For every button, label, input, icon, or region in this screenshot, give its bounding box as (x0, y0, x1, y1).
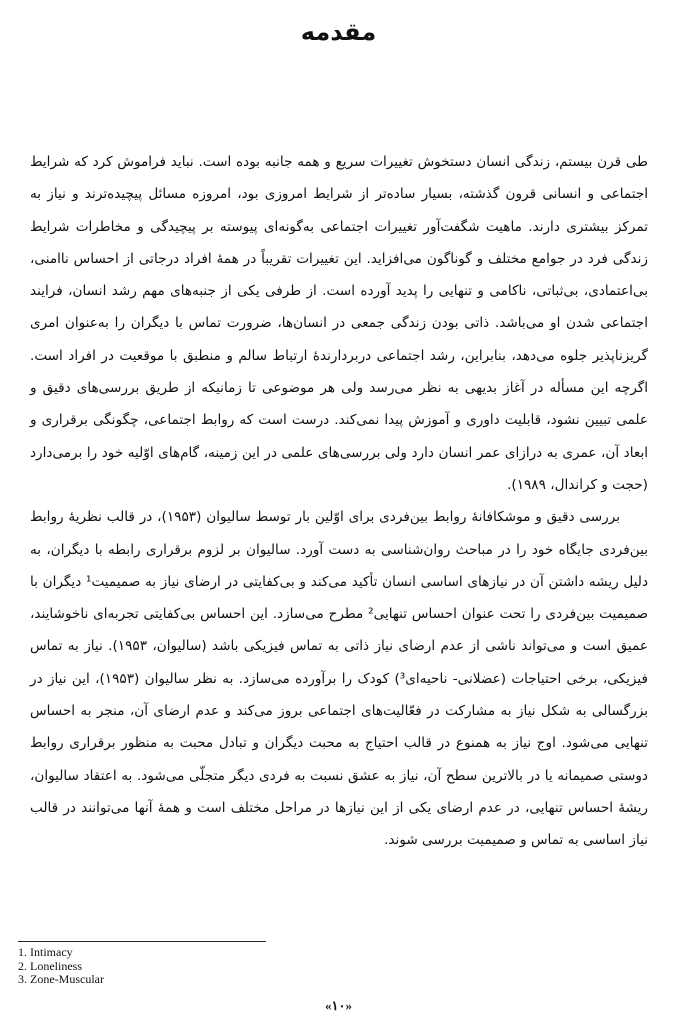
footnote: 3. Zone-Muscular (18, 972, 104, 986)
footnotes (18, 946, 338, 987)
paragraph: بررسی دقیق و موشکافانهٔ روابط بین‌فردی برای اوّلین بار توسط سالیوان (۱۹۵۳)، در قالب نظریهٔ روابط بین‌فردی جایگاه خود را در مباحث روان‌شناسی به دست آورد. سالیوان بر لزوم برقراری رابطه با دیگران، به دلیل ریشه داشتن آن در نیازهای اساسی انسان تأکید می‌کند و بی‌کفایتی در ارضای نیاز به صمیمیت¹ دیگران با صمیمیت بین‌فردی را تحت عنوان احساس تنهایی² مطرح می‌سازد. این احساس بی‌کفایتی تجربه‌ای ناخوشایند، عمیق است و می‌تواند ناشی از عدم ارضای نیاز ذاتی به تماس فیزیکی باشد (سالیوان، ۱۹۵۳). نیاز به تماس فیزیکی، برخی احتیاجات (عضلانی- ناحیه‌ای³) کودک را برآورده می‌سازد. به نظر سالیوان (۱۹۵۳)، این نیاز در بزرگسالی به شکل نیاز به مشارکت در فعّالیت‌های اجتماعی بروز می‌کند و عدم ارضای آن، منجر به احساس تنهایی می‌شود. اوج نیاز به همنوع در قالب احتیاج به محبت دیگران و تبادل محبت به منظور برقراری روابط دوستی صمیمانه یا در بالاترین سطح آن، نیاز به عشق نسبت به فردی دیگر متجلّی می‌شود. به اعتقاد سالیوان، ریشهٔ احساس تنهایی، در عدم ارضای یکی از این نیازها در مراحل مختلف است و همهٔ آنها می‌توانند در قالب نیاز اساسی به تماس و صمیمیت بررسی شوند. (30, 509, 649, 849)
footnote-divider (18, 941, 266, 942)
body-text (30, 146, 648, 857)
footnote: 1. Intimacy (18, 945, 73, 959)
page-number: «۱۰» (325, 998, 352, 1013)
paragraph: طی قرن بیستم، زندگی انسان دستخوش تغییرات سریع و همه جانبه بوده است. نباید فراموش کرد که شرایط اجتماعی و انسانی قرون گذشته، بسیار ساده‌تر از شرایط امروزی بود، امروزه مسائل پیچیده‌ترند و نیاز به تمرکز بیشتری دارند. ماهیت شگفت‌آور تغییرات اجتماعی به‌گونه‌ای پیوسته بر پیچیدگی و مخاطرات شرایط زندگی فرد در جوامع مختلف و گوناگون می‌افزاید. این تغییرات تقریباً در همهٔ افراد درجاتی از احساس ناامنی، بی‌اعتمادی، بی‌ثباتی، ناکامی و تنهایی را پدید آورده است. از طرفی یکی از جنبه‌های مهم رشد انسان، فرایند اجتماعی شدن او می‌باشد. ذاتی بودن زندگی جمعی در انسان‌ها، ضرورت تماس با دیگران را به‌عنوان امری گریزناپذیر جلوه می‌دهد، بنابراین، رشد اجتماعی دربردارندهٔ ارتباط سالم و منطبق با موقعیت در افراد است. اگرچه این مسأله در آغاز بدیهی به نظر می‌رسد ولی هر موضوعی تا زمانیکه از طریق بررسی‌های دقیق و علمی تبیین نشود، قابلیت داوری و آموزش پیدا نمی‌کند. درست است که روابط اجتماعی، چگونگی برقراری و ابعاد آن، عمری به درازای عمر انسان دارد ولی بررسی‌های علمی در این زمینه، گام‌های اوّلیه خود را برمی‌دارد (حجت و کراندال، ۱۹۸۹). (30, 154, 648, 493)
page-title: مقدمه (300, 18, 377, 46)
footnote: 2. Loneliness (18, 958, 82, 973)
